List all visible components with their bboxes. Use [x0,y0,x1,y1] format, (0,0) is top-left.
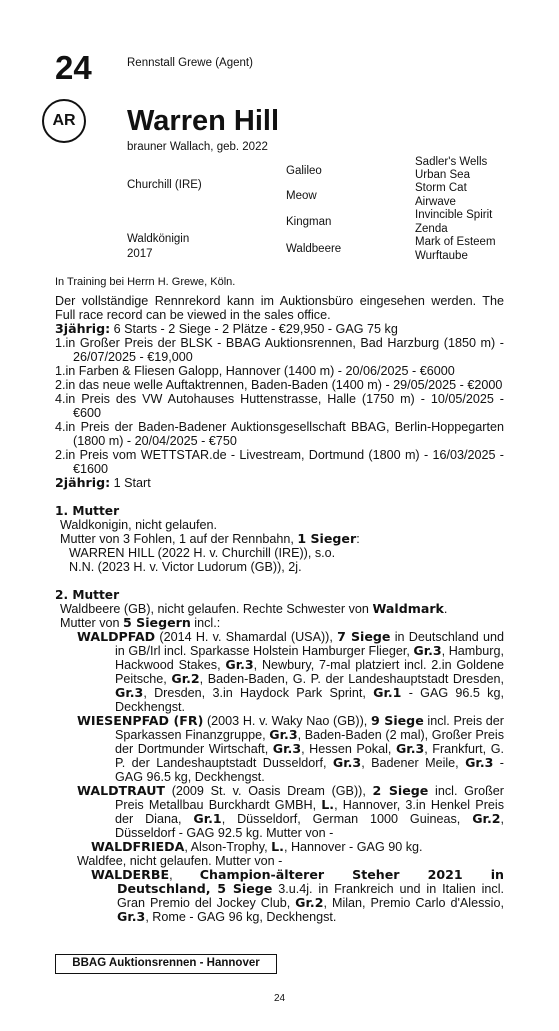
race-line: 2.in Preis vom WETTSTAR.de - Livestream, Dortmund (1800 m) - 16/03/2025 - €1600 [55,448,504,476]
two-yo-text: 1 Start [110,476,151,490]
progeny-wins: 7 Siege [337,629,391,644]
progeny-text: , Badener Meile, [361,756,466,770]
pedigree-dam-year: 2017 [127,248,153,260]
race-line: 1.in Großer Preis der BLSK - BBAG Auktionsrennen, Bad Harzburg (1850 m) - 26/07/2025 - €19,000 [55,336,504,364]
progeny-text: , Baden-Baden, G. P. der Landeshauptstadt Dresden, [199,672,504,686]
race-line: 4.in Preis des VW Autohauses Huttenstrasse, Halle (1750 m) - 10/05/2025 - €600 [55,392,504,420]
grade-label: Gr.3 [395,741,425,756]
grade-label: Gr.1 [373,685,402,700]
progeny-text: , Dresden, 3.in Haydock Park Sprint, [143,686,374,700]
progeny-waldtraut [55,784,504,840]
grade-label: Gr.3 [465,755,494,770]
grade-label: Gr.3 [269,727,298,742]
progeny-text: 3.u.4j. in Frankreich und in Italien incl. Gran Premio del Jockey Club, [117,882,505,910]
progeny-text: , Hannover, 3.in Henkel Preis der Diana, [115,798,504,826]
pedigree-sire-dam: Meow [286,190,317,202]
pedigree-sd-sire: Storm Cat [415,182,467,194]
progeny-text: , Rome - GAG 96 kg, Deckhengst. [145,910,337,924]
progeny-name: WALDERBE [91,867,170,882]
pedigree-ss-dam: Urban Sea [415,169,470,181]
page-number: 24 [273,993,286,1004]
grade-label: Gr.3 [117,909,146,924]
foal-line: N.N. (2023 H. v. Victor Ludorum (GB)), 2j. [69,560,302,574]
record-note: Der vollständige Rennrekord kann im Auktionsbüro eingesehen werden. The Full race record can be viewed in the sales office. [55,294,504,322]
pedigree-dd-dam: Wurftaube [415,250,468,262]
mutter2-line1-text: Waldbeere (GB), nicht gelaufen. Rechte Schwester von [60,602,373,616]
grade-label: Gr.3 [332,755,362,770]
pedigree-ss-sire: Sadler's Wells [415,156,488,168]
progeny-name: WALDTRAUT [77,783,166,798]
progeny-wins: 9 Siege [370,713,424,728]
progeny-text: , Düsseldorf, German 1000 Guineas, [221,812,473,826]
progeny-text: , Hessen Pokal, [301,742,396,756]
mutter2-line2-text: Mutter von [60,616,123,630]
grade-label: L. [271,839,284,854]
pedigree-dd-sire: Mark of Esteem [415,236,496,248]
waldfee-line: Waldfee, nicht gelaufen. Mutter von - [77,854,283,868]
two-yo-label: 2jährig: [55,475,111,490]
progeny-text: incl. Preis der Sparkassen Finanzgruppe, [115,714,504,742]
mutter2-line2-end: incl.: [190,616,221,630]
progeny-text: , Hamburg, Hackwood Stakes, [115,644,504,672]
grade-label: Gr.3 [225,657,254,672]
two-yo-summary [55,476,504,490]
progeny-name: WIESENPFAD (FR) [77,713,204,728]
mutter2-line2 [55,616,504,630]
mutter1-winners: 1 Sieger [297,531,357,546]
pedigree-sire-sire: Galileo [286,165,322,177]
lot-number: 24 [55,49,92,86]
three-yo-summary [55,322,504,336]
progeny-text: , Düsseldorf - GAG 92.5 kg. Mutter von - [115,812,504,840]
progeny-name: WALDPFAD [77,629,156,644]
progeny-wins: Champion-älterer Steher 2021 in Deutschland, 5 Siege [117,867,504,896]
three-yo-label: 3jährig: [55,321,111,336]
three-yo-text: 6 Starts - 2 Siege - 2 Plätze - €29,950 - GAG 75 kg [110,322,398,336]
race-footer-label: BBAG Auktionsrennen - Hannover [55,954,277,974]
progeny-text: (2003 H. v. Waky Nao (GB)), [203,714,371,728]
race-line: 2.in das neue welle Auftaktrennen, Baden-Baden (1400 m) - 29/05/2025 - €2000 [55,378,503,392]
progeny-text: , Baden-Baden (2 mal), Großer Preis der Dortmunder Wirtschaft, [115,728,505,756]
progeny-text: (2014 H. v. Shamardal (USA)), [155,630,338,644]
mutter1-line2-end: : [356,532,360,546]
progeny-waldfrieda [55,840,504,854]
mutter2-heading: 2. Mutter [55,588,120,602]
progeny-text: - GAG 96.5 kg, Deckhengst. [115,686,504,714]
pedigree-ds-sire: Invincible Spirit [415,209,493,221]
progeny-name: WALDFRIEDA [91,839,185,854]
grade-label: Gr.1 [193,811,222,826]
progeny-text: - GAG 96.5 kg, Deckhengst. [115,756,504,784]
foal-line: WARREN HILL (2022 H. v. Churchill (IRE)), s.o. [69,546,336,560]
training-note: In Training bei Herrn H. Grewe, Köln. [55,276,236,288]
mutter2-line1 [55,602,504,616]
progeny-walderbe [55,868,504,924]
progeny-text: , Alson-Trophy, [184,840,272,854]
mutter2-winners: 5 Siegern [123,615,191,630]
progeny-text: , Newbury, 7-mal platziert incl. 2.in Goldene Peitsche, [115,658,504,686]
grade-label: Gr.3 [413,643,442,658]
pedigree-dam: Waldkönigin [127,233,190,245]
mutter1-line2 [55,532,504,546]
pedigree-dam-sire: Kingman [286,216,332,228]
mutter1-line1: Waldkonigin, nicht gelaufen. [60,518,218,532]
grade-label: Gr.2 [171,671,200,686]
progeny-waldpfad [55,630,504,714]
grade-label: Gr.2 [472,811,501,826]
mutter2-sibling: Waldmark [372,601,444,616]
progeny-text: in Deutschland und in GB/Irl incl. Sparkasse Holstein Hamburger Flieger, [115,630,504,658]
grade-label: Gr.3 [115,685,144,700]
progeny-text: (2009 St. v. Oasis Dream (GB)), [165,784,373,798]
progeny-text: , [169,868,200,882]
grade-label: Gr.3 [272,741,302,756]
catalogue-body [55,294,504,924]
grade-label: Gr.2 [295,895,324,910]
ar-badge: AR [42,99,86,143]
pedigree-sd-dam: Airwave [415,196,456,208]
progeny-wiesenpfad [55,714,504,784]
progeny-wins: 2 Siege [372,783,429,798]
progeny-text: , Hannover - GAG 90 kg. [283,840,423,854]
horse-description: brauner Wallach, geb. 2022 [127,141,268,153]
pedigree-sire: Churchill (IRE) [127,179,202,191]
mutter2-line1-end: . [443,602,448,616]
mutter1-line2-text: Mutter von 3 Fohlen, 1 auf der Rennbahn, [60,532,298,546]
progeny-text: , Frankfurt, G. P. der Landeshauptstadt Dusseldorf, [115,742,505,770]
grade-label: L. [321,797,335,812]
progeny-text: incl. Großer Preis Metallbau Burckhardt GMBH, [115,784,505,812]
consignor: Rennstall Grewe (Agent) [127,57,253,69]
horse-name: Warren Hill [127,105,280,137]
mutter1-heading: 1. Mutter [55,504,120,518]
race-line: 4.in Preis der Baden-Badener Auktionsgesellschaft BBAG, Berlin-Hoppegarten (1800 m) - 20/04/2025 - €750 [55,420,504,448]
race-line: 1.in Farben & Fliesen Galopp, Hannover (1400 m) - 20/06/2025 - €6000 [55,364,455,378]
pedigree-dam-dam: Waldbeere [286,243,342,255]
progeny-text: , Milan, Premio Carlo d'Alessio, [323,896,504,910]
pedigree-ds-dam: Zenda [415,223,448,235]
